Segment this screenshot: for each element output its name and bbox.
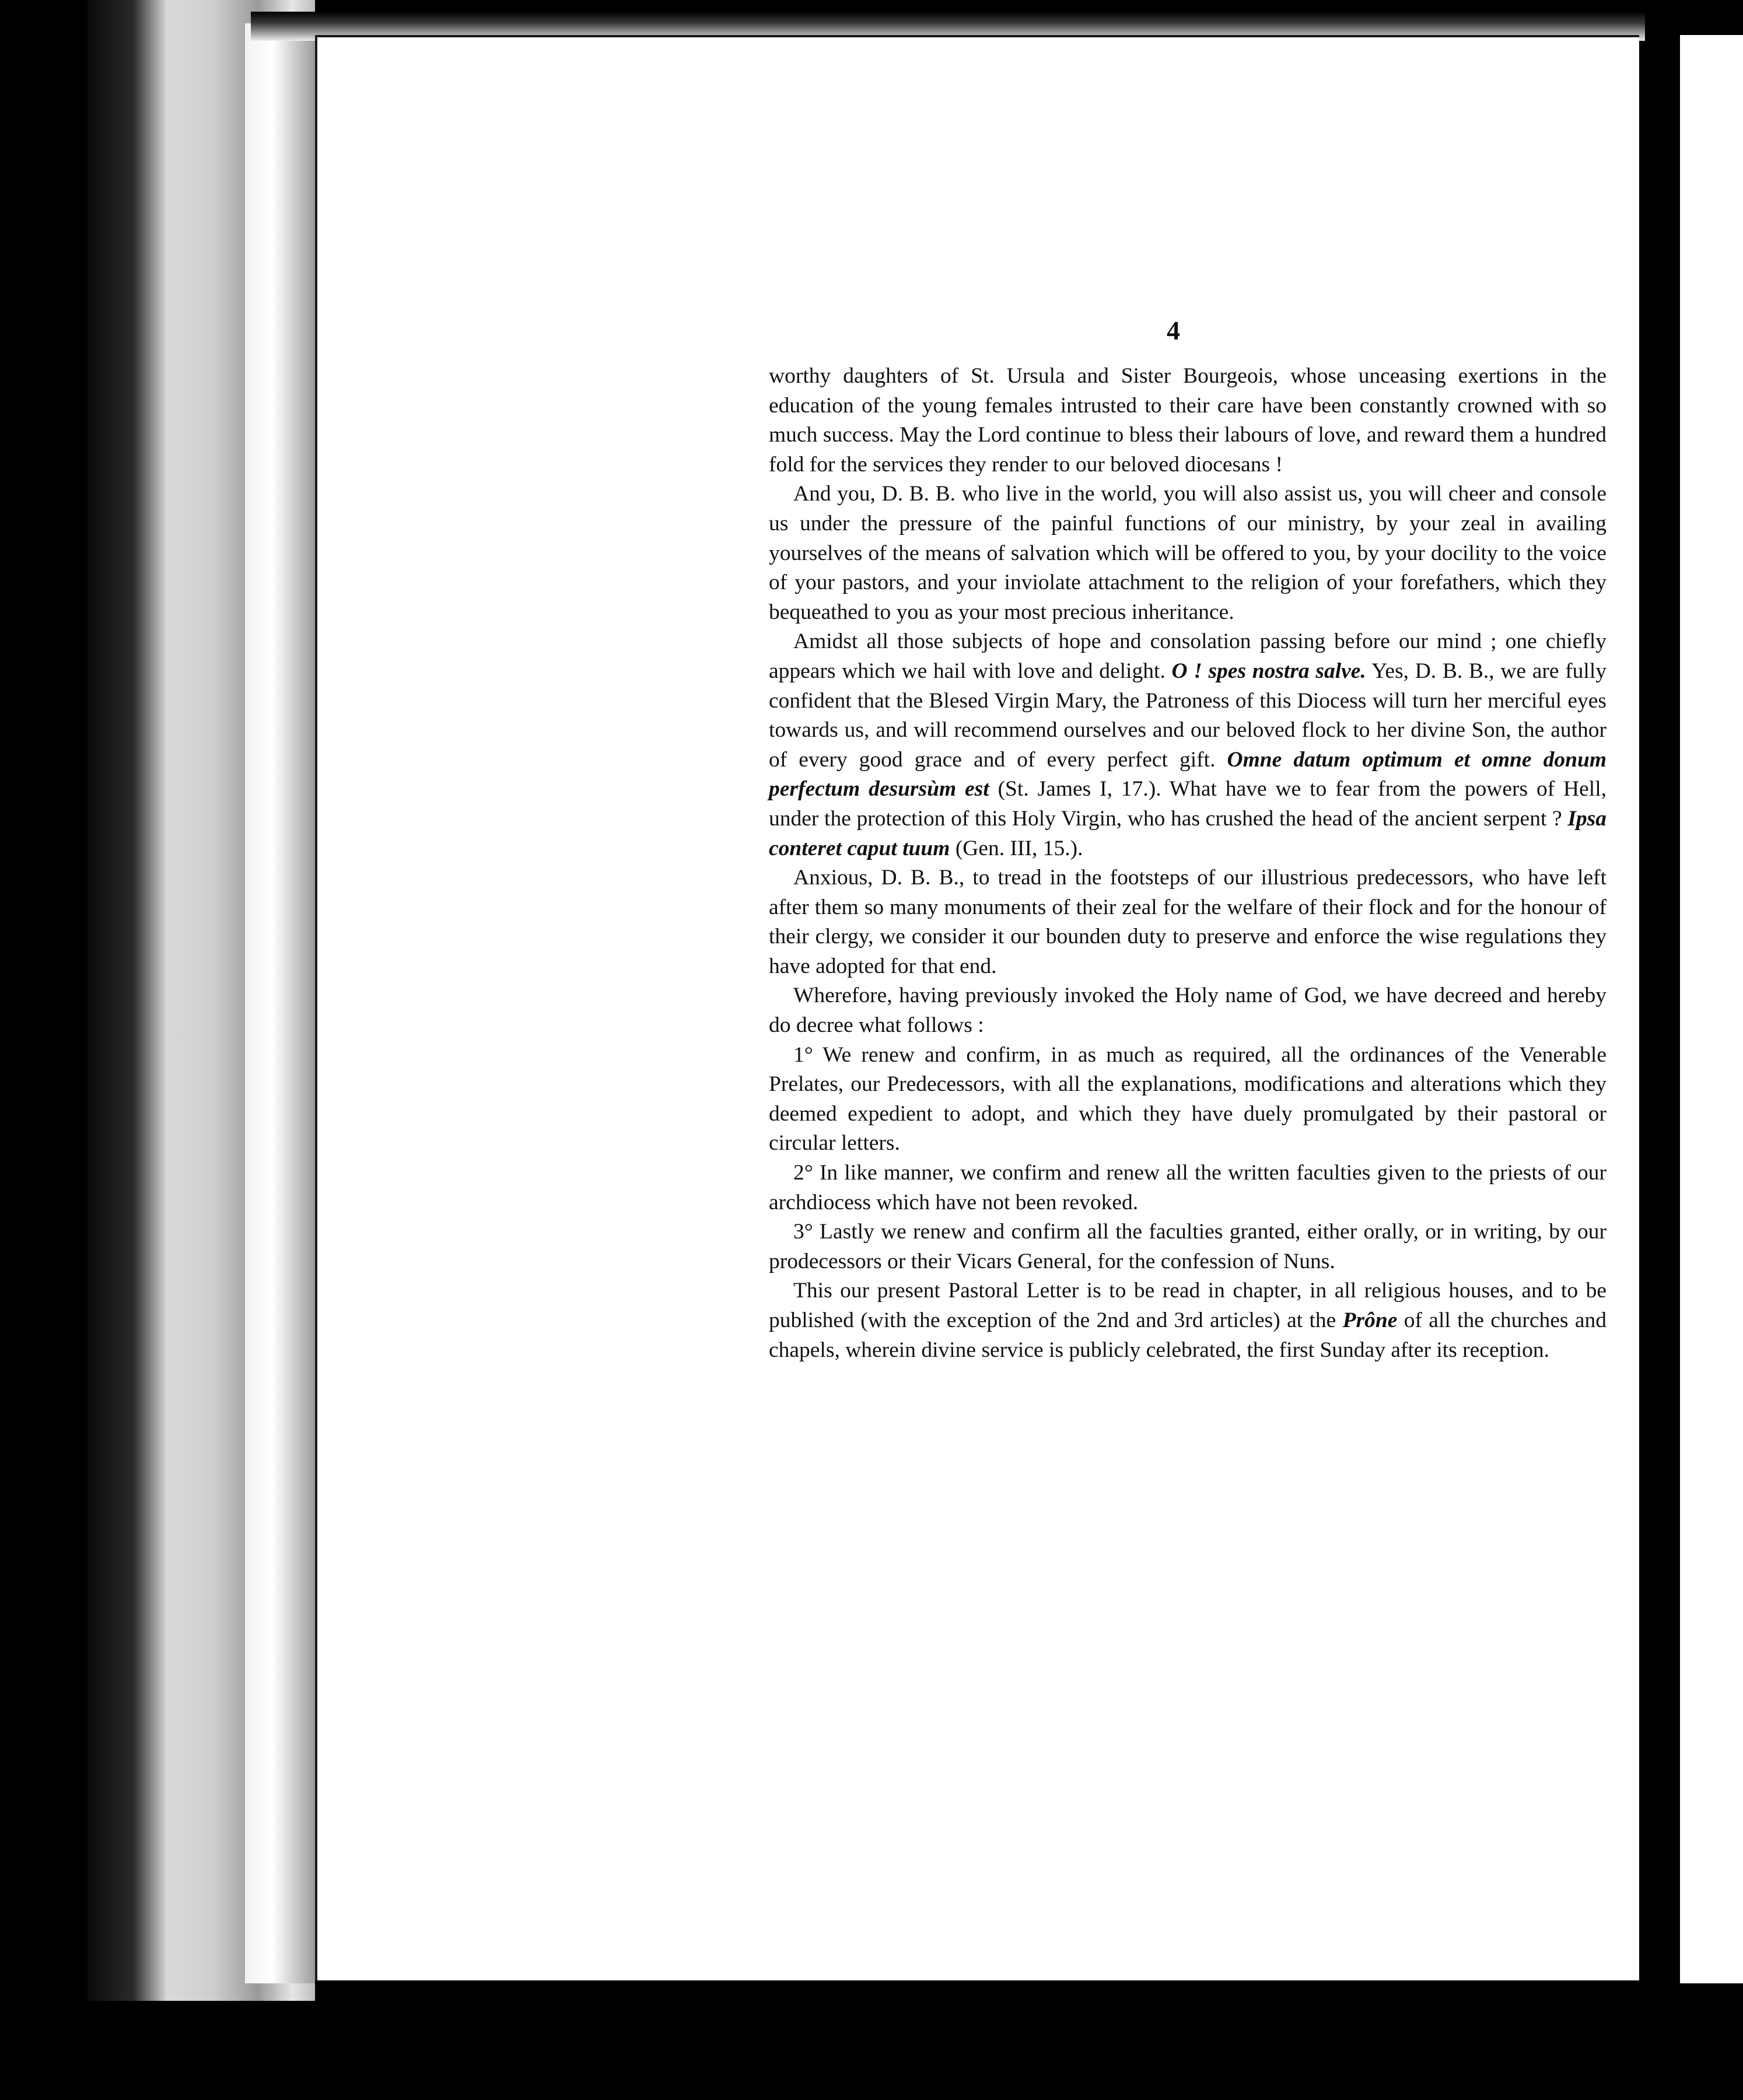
latin-quote-omne-datum: Omne datum optimum et omne donum perfectum desursùm est — [769, 747, 1607, 802]
next-page-sliver — [1680, 35, 1743, 1983]
page-stack-edge — [245, 23, 315, 1983]
virgin-mary-text-g: (Gen. III, 15.). — [955, 836, 1083, 860]
decree-article-3: 3° Lastly we renew and confirm all the faculties granted, either orally, or in writing, by our prodecessors or their Vicars General, for the confession of Nuns. — [769, 1220, 1606, 1273]
prone-word: Prône — [1342, 1308, 1398, 1332]
paragraph-publication — [769, 1276, 1606, 1365]
publication-text-a: This our present Pastoral Letter is to be read in chapter, in all religious houses, and to be published (with the exception of the 2nd and 3rd articles) at the — [769, 1279, 1606, 1332]
paragraph-virgin-mary — [769, 627, 1606, 863]
page-number: 4 — [1167, 316, 1180, 345]
paragraph-decree-intro: Wherefore, having previously invoked the Holy name of God, we have decreed and hereby do decree what follows : — [769, 984, 1606, 1038]
paragraph-ursulines: worthy daughters of St. Ursula and Sister Bourgeois, whose unceasing exertions in the education of the young females intrusted to their care have been constantly crowned with so much success. May the Lord continue to bless their labours of love, and reward them a hundred fold for the services they render to our beloved diocesans ! — [769, 364, 1606, 477]
paragraph-laity: And you, D. B. B. who live in the world, you will also assist us, you will cheer and console us under the pressure of the painful functions of our ministry, by your zeal in availing yourselves of the means of salvation which will be offered to you, by your docility to the voice of your pastors, and your inviolate attachment to the religion of your forefathers, which they bequeathed to you as your most precious inheritance. — [769, 482, 1606, 624]
paragraph-predecessors: Anxious, D. B. B., to tread in the footsteps of our illustrious predecessors, who have left after them so many monuments of their zeal for the welfare of their flock and for the honour of their clergy, we consider it our bounden duty to preserve and enforce the wise regulations they have adopted for that end. — [769, 866, 1606, 978]
latin-quote-ipsa: Ipsa conteret caput tuum — [769, 806, 1607, 860]
decree-article-1: 1° We renew and confirm, in as much as required, all the ordinances of the Venerable Prelates, our Predecessors, with all the explanations, modifications and alterations which they deemed expedient to adopt, and which they have duely promulgated by their pastoral or circular letters. — [769, 1042, 1606, 1156]
latin-quote-salve: O ! spes nostra salve. — [1171, 659, 1366, 683]
letter-body — [769, 362, 1606, 1365]
virgin-mary-text-c: Yes, D. B. B., we are fully confident that the Blesed Virgin Mary, the Patroness of this Diocess will turn her merciful eyes towards us, and will recommend ourselves and our beloved flock to her divine Son, the author of every good grace and of every perfect gift. — [769, 659, 1607, 772]
decree-article-2: 2° In like manner, we confirm and renew all the written faculties given to the priests of our archdiocess which have not been revoked. — [769, 1161, 1606, 1214]
virgin-mary-text-e: (St. James I, 17.). What have we to fear from the powers of Hell, under the protection of this Holy Virgin, who has crushed the head of the ancient serpent ? — [769, 777, 1606, 831]
virgin-mary-text-a: Amidst all those subjects of hope and consolation passing before our mind ; one chiefly appears which we hail with love and delight. — [769, 629, 1606, 683]
publication-text-c: of all the churches and chapels, wherein divine service is publicly celebrated, the first Sunday after its reception. — [769, 1308, 1607, 1362]
